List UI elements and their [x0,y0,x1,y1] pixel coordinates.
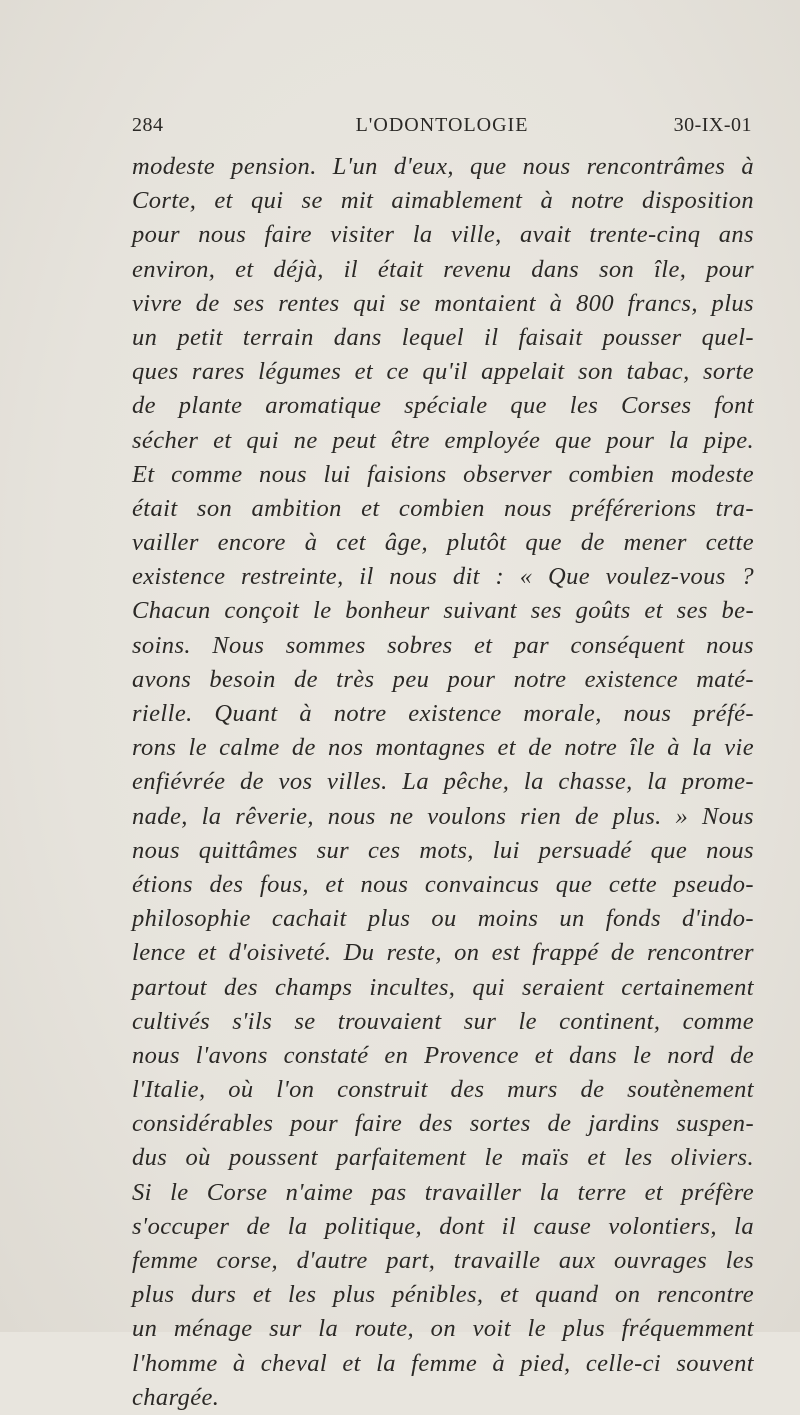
running-title: L'ODONTOLOGIE [355,114,529,136]
text-line: Si le Corse n'aime pas travailler la terre et préfère [132,1178,754,1206]
page-header [132,114,752,144]
text-line: nous quittâmes sur ces mots, lui persuadé que nous [132,836,754,864]
page-number: 284 [132,114,164,136]
text-line: Corte, et qui se mit aimablement à notre disposition [132,187,754,215]
text-line: sécher et qui ne peut être employée que pour la pipe. [132,426,754,454]
text-line: plus durs et les plus pénibles, et quand on rencontre [132,1281,754,1309]
text-line: partout des champs incultes, qui seraient certainement [132,973,754,1001]
text-line: vailler encore à cet âge, plutôt que de mener cette [132,529,754,557]
text-line: environ, et déjà, il était revenu dans son île, pour [132,255,754,283]
text-line: enfiévrée de vos villes. La pêche, la chasse, la prome- [132,768,754,796]
text-line: ques rares légumes et ce qu'il appelait son tabac, sorte [132,358,754,386]
text-line: étions des fous, et nous convaincus que cette pseudo- [132,870,754,898]
text-line: femme corse, d'autre part, travaille aux ouvrages les [132,1247,754,1274]
text-line: Et comme nous lui faisions observer combien modeste [132,460,754,488]
text-line: avons besoin de très peu pour notre existence maté- [132,665,754,693]
text-line: vivre de ses rentes qui se montaient à 800 francs, plus [132,289,754,317]
text-line: rons le calme de nos montagnes et de notre île à la vie [132,734,754,762]
text-line: philosophie cachait plus ou moins un fonds d'indo- [132,905,754,933]
text-line: nous l'avons constaté en Provence et dans le nord de [132,1041,754,1069]
text-line: Chacun conçoit le bonheur suivant ses goûts et ses be- [132,597,754,625]
issue-date: 30-IX-01 [673,114,752,136]
text-line: un ménage sur la route, on voit le plus fréquemment [132,1315,754,1343]
text-line: lence et d'oisiveté. Du reste, on est frappé de rencontrer [132,939,754,967]
text-line: l'Italie, où l'on construit des murs de soutènement [132,1076,754,1104]
text-line: pour nous faire visiter la ville, avait trente-cinq ans [132,221,754,249]
text-line: l'homme à cheval et la femme à pied, celle-ci souvent [132,1349,754,1377]
text-line: nade, la rêverie, nous ne voulons rien de plus. » Nous [132,802,754,830]
text-line: considérables pour faire des sortes de jardins suspen- [132,1110,754,1138]
text-line: était son ambition et combien nous préférerions tra- [132,494,754,522]
text-line: dus où poussent parfaitement le maïs et les oliviers. [132,1144,754,1172]
text-line: rielle. Quant à notre existence morale, nous préfé- [132,700,754,727]
text-line: s'occuper de la politique, dont il cause volontiers, la [132,1212,754,1240]
text-line: cultivés s'ils se trouvaient sur le continent, comme [132,1007,754,1035]
text-line: existence restreinte, il nous dit : « Que voulez-vous ? [132,563,754,591]
text-line: un petit terrain dans lequel il faisait pousser quel- [132,323,754,351]
text-line: soins. Nous sommes sobres et par conséquent nous [132,631,754,659]
body-paragraph [132,150,754,1415]
text-line: chargée. [132,1383,220,1411]
text-line: de plante aromatique spéciale que les Corses font [132,392,754,420]
text-line: modeste pension. L'un d'eux, que nous rencontrâmes à [132,153,754,180]
